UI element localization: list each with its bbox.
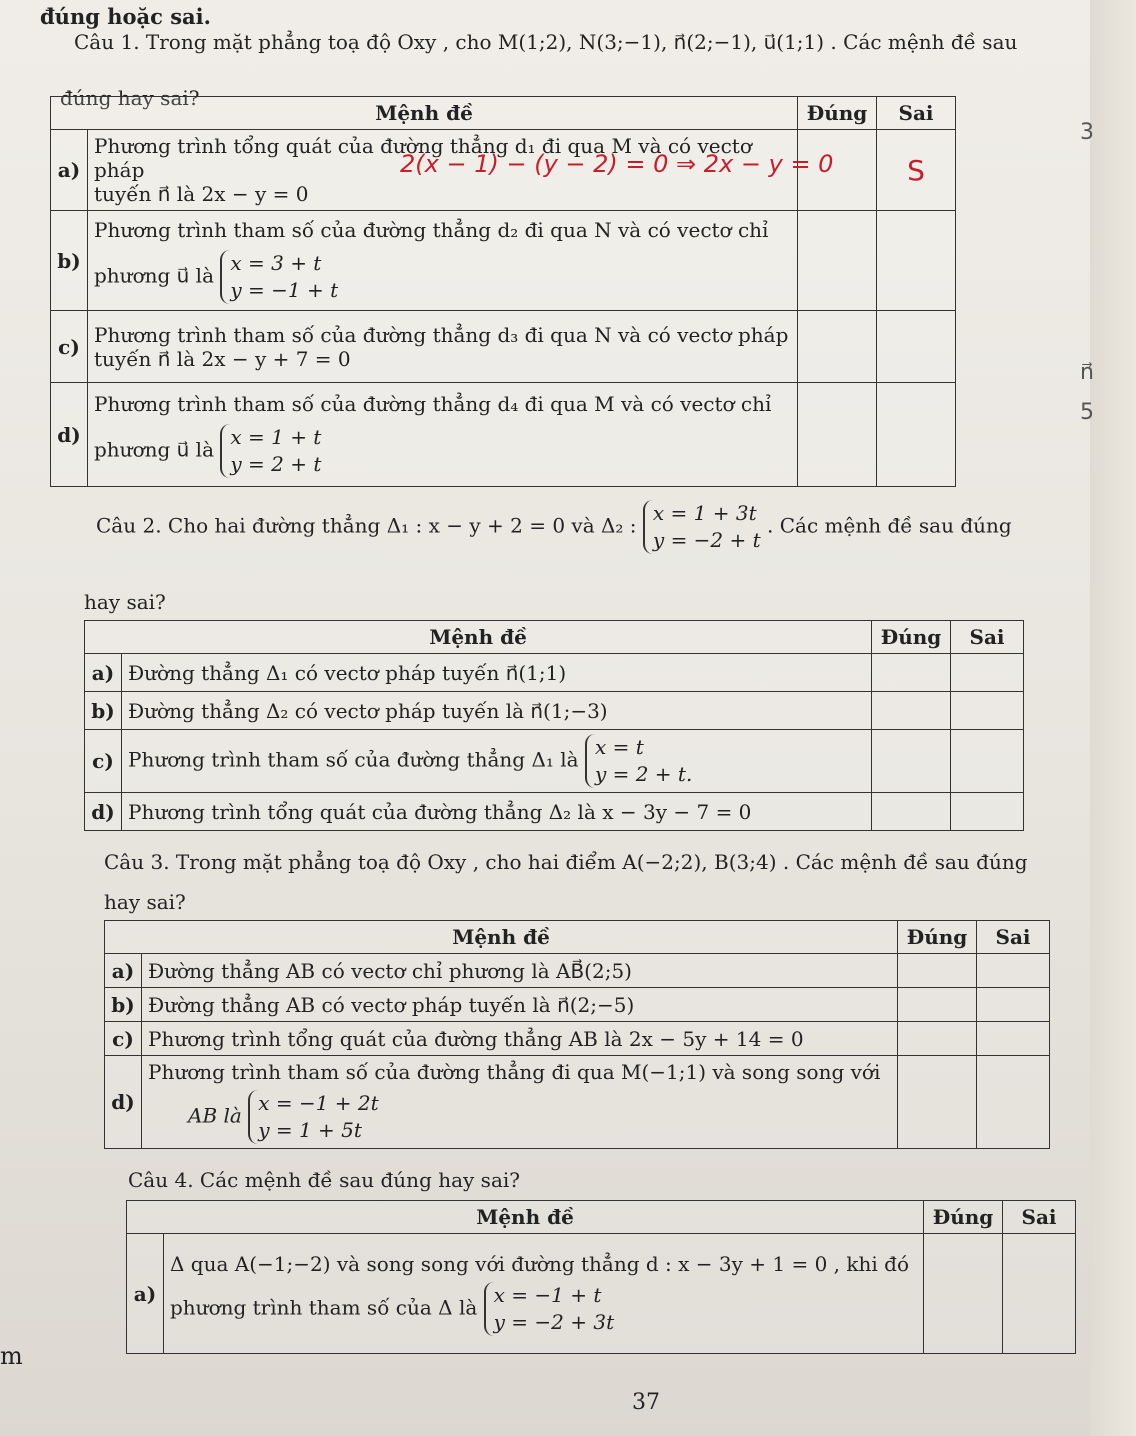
q3-col-statement: Mệnh đề xyxy=(105,921,898,954)
q3-row-d-eq2: y = 1 + 5t xyxy=(258,1118,362,1142)
q3-row-c-false-cell[interactable] xyxy=(977,1022,1050,1056)
q2-row-d-statement: Phương trình tổng quát của đường thẳng Δ₂ là x − 3y − 7 = 0 xyxy=(122,793,872,831)
q2-row-c-label: c) xyxy=(85,730,122,793)
q1-row-b-true-cell[interactable] xyxy=(798,211,877,311)
q3-intro: Câu 3. Trong mặt phẳng toạ độ Oxy , cho hai điểm A(−2;2), B(3;4) . Các mệnh đề sau đúng xyxy=(104,850,1028,874)
q2-intro-eq1: x = 1 + 3t xyxy=(652,501,757,525)
q2-row-c-eq1: x = t xyxy=(594,735,644,759)
q4-col-true: Đúng xyxy=(924,1201,1003,1234)
q3-row-a-true-cell[interactable] xyxy=(898,954,977,988)
q1-row-b-statement xyxy=(88,211,798,311)
q1-row-a-text1: Phương trình tổng quát của đường thẳng d₁ đi qua M và có vectơ pháp xyxy=(94,134,752,182)
q1-row-b-text2: phương u⃗ là xyxy=(94,263,214,287)
q1-row-a-false-cell[interactable]: S xyxy=(877,130,956,211)
q1-intro-line2: đúng hay sai? xyxy=(60,86,200,110)
q1-row-c-label: c) xyxy=(51,311,88,383)
q2-row-c-system xyxy=(585,734,692,788)
q2-row-c-false-cell[interactable] xyxy=(951,730,1024,793)
q2-row-a-statement: Đường thẳng Δ₁ có vectơ pháp tuyến n⃗(1;1) xyxy=(122,654,872,692)
q2-row-d-true-cell[interactable] xyxy=(872,793,951,831)
q3-row-d-label: d) xyxy=(105,1056,142,1149)
q1-row-d-statement xyxy=(88,383,798,487)
q1-row-c-false-cell[interactable] xyxy=(877,311,956,383)
q3-row-a-false-cell[interactable] xyxy=(977,954,1050,988)
q3-row-d-eq1: x = −1 + 2t xyxy=(258,1091,379,1115)
q2-row-b-statement: Đường thẳng Δ₂ có vectơ pháp tuyến là n⃗(1;−3) xyxy=(122,692,872,730)
q3-row-b-true-cell[interactable] xyxy=(898,988,977,1022)
q1-row-d-text1: Phương trình tham số của đường thẳng d₄ đi qua M và có vectơ chỉ xyxy=(94,391,772,416)
q2-intro xyxy=(96,500,1012,554)
q1-row-b-false-cell[interactable] xyxy=(877,211,956,311)
pencil-note-1: 3 xyxy=(1080,120,1094,145)
q2-intro-tail: . Các mệnh đề sau đúng xyxy=(767,513,1012,538)
q3-row-d-text2: AB là xyxy=(188,1103,242,1128)
q1-intro: Câu 1. Trong mặt phẳng toạ độ Oxy , cho M(1;2), N(3;−1), n⃗(2;−1), u⃗(1;1) . Các mệnh đề sau xyxy=(74,30,1018,54)
q2-col-statement: Mệnh đề xyxy=(85,621,872,654)
q2-row-a-true-cell[interactable] xyxy=(872,654,951,692)
q1-col-false: Sai xyxy=(877,97,956,130)
section-heading: đúng hoặc sai. xyxy=(40,4,211,29)
q3-row-b-false-cell[interactable] xyxy=(977,988,1050,1022)
q1-row-b-eq2: y = −1 + t xyxy=(230,277,339,302)
q1-row-c-statement xyxy=(88,311,798,383)
handwritten-working: 2(x − 1) − (y − 2) = 0 ⇒ 2x − y = 0 xyxy=(400,150,834,178)
q2-row-a-label: a) xyxy=(85,654,122,692)
q4-row-a-false-cell[interactable] xyxy=(1003,1234,1076,1354)
q2-col-false: Sai xyxy=(951,621,1024,654)
q3-row-a-label: a) xyxy=(105,954,142,988)
q4-row-a-text: Δ qua A(−1;−2) và song song với đường thẳng d : x − 3y + 1 = 0 , khi đó xyxy=(170,1251,909,1276)
q2-row-b-true-cell[interactable] xyxy=(872,692,951,730)
q4-row-a-eq2: y = −2 + 3t xyxy=(493,1309,615,1334)
q1-row-a-text2: tuyến n⃗ là 2x − y = 0 xyxy=(94,182,309,206)
q1-row-b-system xyxy=(220,250,338,304)
q4-row-a-eq1: x = −1 + t xyxy=(493,1282,602,1307)
q3-row-d-text: Phương trình tham số của đường thẳng đi qua M(−1;1) và song song với xyxy=(148,1060,881,1084)
pencil-note-2: n⃗ xyxy=(1080,360,1094,385)
q2-intro-line2: hay sai? xyxy=(84,590,166,614)
q1-row-d-eq2: y = 2 + t xyxy=(230,451,322,476)
page-number: 37 xyxy=(632,1390,660,1415)
q1-row-a-label: a) xyxy=(51,130,88,211)
q3-row-c-statement: Phương trình tổng quát của đường thẳng AB là 2x − 5y + 14 = 0 xyxy=(142,1022,898,1056)
q2-row-b-false-cell[interactable] xyxy=(951,692,1024,730)
q2-table xyxy=(84,620,1024,831)
q4-row-a-label: a) xyxy=(127,1234,164,1354)
q4-table xyxy=(126,1200,1076,1354)
q3-row-a-statement: Đường thẳng AB có vectơ chỉ phương là AB⃗(2;5) xyxy=(142,954,898,988)
q1-row-d-system xyxy=(220,424,321,478)
q2-col-true: Đúng xyxy=(872,621,951,654)
q4-row-a-statement xyxy=(164,1234,924,1354)
q3-row-c-label: c) xyxy=(105,1022,142,1056)
q4-row-a-true-cell[interactable] xyxy=(924,1234,1003,1354)
q1-row-b-text1: Phương trình tham số của đường thẳng d₂ đi qua N và có vectơ chỉ xyxy=(94,217,769,242)
q2-intro-text: Câu 2. Cho hai đường thẳng Δ₁ : x − y + 2 = 0 và Δ₂ : xyxy=(96,513,637,538)
q3-intro-line2: hay sai? xyxy=(104,890,186,914)
q2-row-c-eq2: y = 2 + t. xyxy=(594,762,693,786)
q2-row-d-false-cell[interactable] xyxy=(951,793,1024,831)
q3-row-d-false-cell[interactable] xyxy=(977,1056,1050,1149)
q4-row-a-system xyxy=(484,1282,615,1336)
q3-row-c-true-cell[interactable] xyxy=(898,1022,977,1056)
margin-letter: m xyxy=(0,1342,23,1370)
q2-row-b-label: b) xyxy=(85,692,122,730)
q1-row-d-text2: phương u⃗ là xyxy=(94,437,214,461)
q1-row-c-true-cell[interactable] xyxy=(798,311,877,383)
q3-row-d-system xyxy=(248,1090,378,1144)
q4-intro: Câu 4. Các mệnh đề sau đúng hay sai? xyxy=(128,1168,520,1192)
q2-row-c-true-cell[interactable] xyxy=(872,730,951,793)
q2-row-c-text: Phương trình tham số của đường thẳng Δ₁ là xyxy=(128,747,579,772)
q2-row-d-label: d) xyxy=(85,793,122,831)
q3-table xyxy=(104,920,1050,1149)
pencil-note-3: 5 xyxy=(1080,400,1094,425)
q3-row-b-statement: Đường thẳng AB có vectơ pháp tuyến là n⃗(2;−5) xyxy=(142,988,898,1022)
q3-col-false: Sai xyxy=(977,921,1050,954)
q1-row-d-eq1: x = 1 + t xyxy=(230,424,322,449)
q2-intro-system xyxy=(643,500,761,554)
q3-row-d-statement xyxy=(142,1056,898,1149)
q1-row-d-false-cell[interactable] xyxy=(877,383,956,487)
q3-row-b-label: b) xyxy=(105,988,142,1022)
q1-row-d-label: d) xyxy=(51,383,88,487)
q1-row-c-text2: tuyến n⃗ là 2x − y + 7 = 0 xyxy=(94,346,351,371)
q1-col-true: Đúng xyxy=(798,97,877,130)
q1-row-c-text1: Phương trình tham số của đường thẳng d₃ đi qua N và có vectơ pháp xyxy=(94,322,789,347)
q2-intro-eq2: y = −2 + t xyxy=(652,528,761,552)
q2-row-c-statement xyxy=(122,730,872,793)
q3-col-true: Đúng xyxy=(898,921,977,954)
q4-col-false: Sai xyxy=(1003,1201,1076,1234)
q4-row-a-text2: phương trình tham số của Δ là xyxy=(170,1295,478,1319)
q1-row-d-true-cell[interactable] xyxy=(798,383,877,487)
q4-col-statement: Mệnh đề xyxy=(127,1201,924,1234)
q2-row-a-false-cell[interactable] xyxy=(951,654,1024,692)
q1-col-statement: Mệnh đề xyxy=(51,97,798,130)
q1-row-b-eq1: x = 3 + t xyxy=(230,250,322,275)
q3-row-d-true-cell[interactable] xyxy=(898,1056,977,1149)
q1-row-b-label: b) xyxy=(51,211,88,311)
